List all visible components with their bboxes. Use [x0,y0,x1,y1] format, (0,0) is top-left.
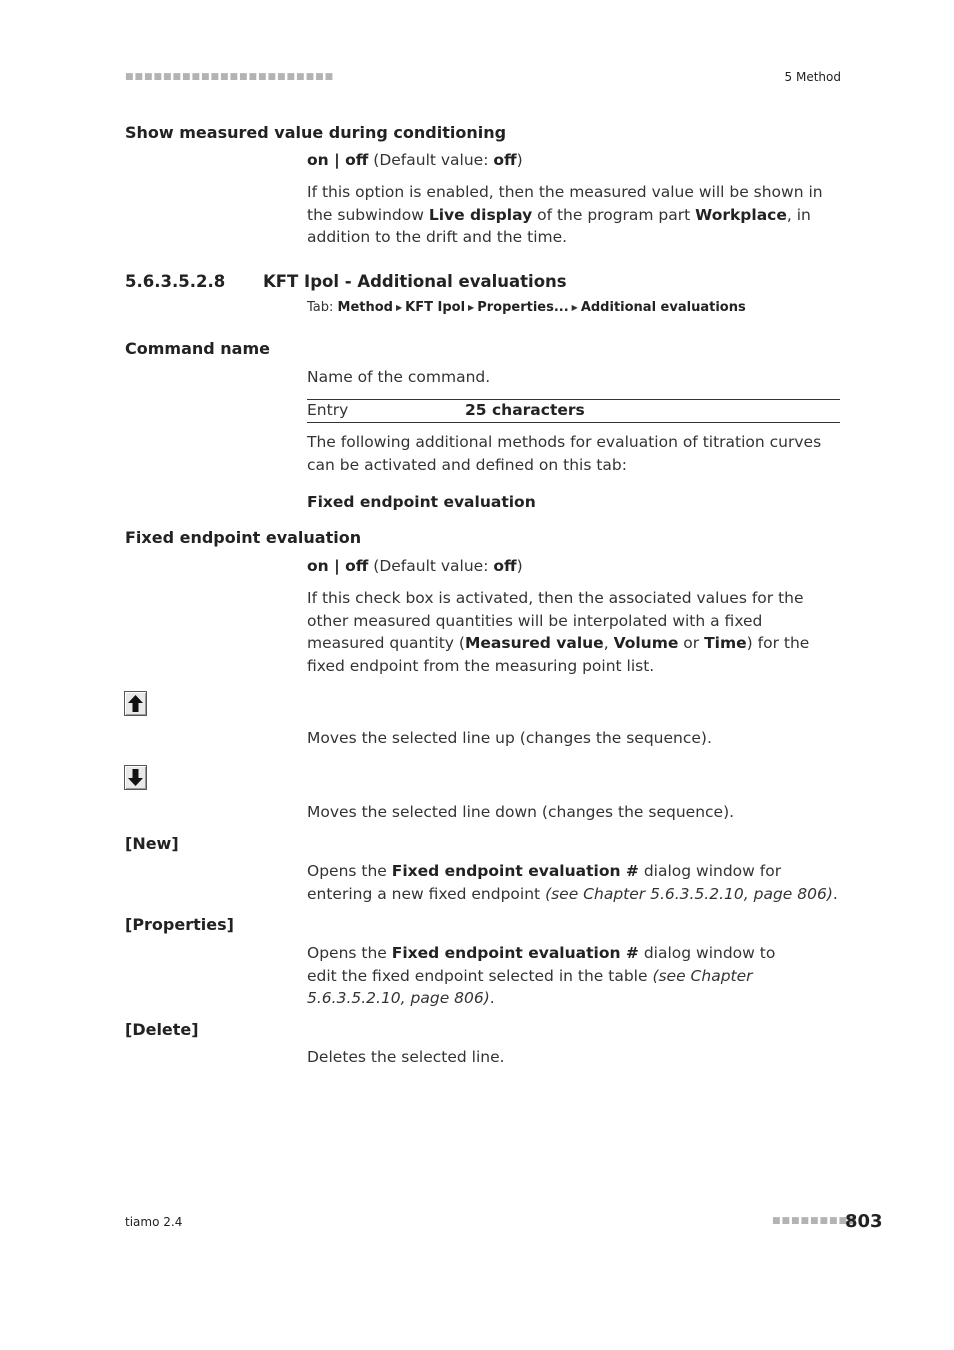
default-prefix: (Default value: [368,557,494,575]
desc-text: Opens the [307,862,392,880]
param-heading-delete: [Delete] [125,1020,199,1039]
tab-path-item: KFT Ipol [405,300,466,315]
param-desc-new [307,860,840,905]
move-up-desc: Moves the selected line up (changes the sequence). [307,729,712,747]
desc-text: ) for the fixed endpoint from the measuring point list. [307,634,810,675]
section-number: 5.6.3.5.2.8 [125,272,226,291]
tab-prefix: Tab: [307,300,338,315]
move-down-button[interactable] [124,765,147,790]
desc-text: , [603,634,614,652]
desc-bold-measured-value: Measured value [464,634,604,652]
move-up-button[interactable] [124,691,147,716]
desc-text: , in addition to the drift and the time. [307,205,811,246]
desc-text: . [489,989,495,1007]
param-desc-command-name: Name of the command. [307,368,491,386]
param-desc-show-measured [307,181,840,249]
footer-product-name: tiamo 2.4 [125,1215,183,1229]
arrow-down-icon [128,769,143,786]
onoff-values: on | off [307,151,369,169]
param-desc-properties [307,942,807,1010]
triangle-right-icon: ▶ [571,303,578,312]
desc-bold-live-display: Live display [428,205,533,224]
entry-value: 25 characters [465,401,585,419]
footer-decoration: ■■■■■■■■■ [772,1216,858,1226]
desc-text: dialog window to edit the fixed endpoint selected in the table [307,944,776,985]
desc-bold-time: Time [704,634,747,652]
desc-text: dialog window for entering a new fixed endpoint [307,862,782,903]
param-heading-new: [New] [125,834,179,853]
desc-text: If this option is enabled, then the measured value will be shown in the subwindow [307,183,823,224]
param-heading-show-measured: Show measured value during conditioning [125,123,507,142]
desc-text: Opens the [307,944,392,962]
tab-path-item: Method [337,300,393,315]
page-number: 803 [845,1211,883,1232]
entry-spec-table [307,399,840,423]
desc-bold-workplace: Workplace [695,205,787,224]
param-default-show-measured [307,149,840,172]
param-default-fixed-endpoint [307,555,840,578]
move-down-desc: Moves the selected line down (changes the sequence). [307,803,735,821]
desc-bold-volume: Volume [613,634,679,652]
param-heading-command-name: Command name [125,339,270,358]
onoff-values: on | off [307,557,369,575]
desc-text: or [678,634,705,652]
default-value: off [493,557,517,575]
followup-text: The following additional methods for evaluation of titration curves can be activated and defined on this tab: [307,433,822,474]
param-desc-fixed-endpoint [307,587,840,677]
triangle-right-icon: ▶ [396,303,403,312]
arrow-up-icon [128,695,143,712]
header-decoration: ■■■■■■■■■■■■■■■■■■■■■■ [125,72,335,82]
default-suffix: ) [516,557,523,575]
param-heading-properties: [Properties] [125,915,234,934]
desc-text: If this check box is activated, then the associated values for the other measured quantities will be interpolated with a fixed measured quantity ( [307,589,804,652]
section-title: KFT Ipol - Additional evaluations [263,272,567,291]
triangle-right-icon: ▶ [468,303,475,312]
param-desc-delete: Deletes the selected line. [307,1048,505,1066]
default-value: off [493,151,517,169]
tab-navigation-path [307,300,746,315]
chapter-reference-link[interactable]: (see Chapter 5.6.3.5.2.10, page 806) [545,884,833,903]
link-fixed-endpoint-evaluation[interactable]: Fixed endpoint evaluation [307,493,536,511]
default-prefix: (Default value: [368,151,494,169]
desc-text: . [832,884,838,903]
tab-path-item: Additional evaluations [580,300,746,315]
entry-label: Entry [307,401,349,419]
param-heading-fixed-endpoint: Fixed endpoint evaluation [125,528,362,547]
desc-bold-dialog-name: Fixed endpoint evaluation # [391,944,639,962]
desc-bold-dialog-name: Fixed endpoint evaluation # [391,862,639,880]
default-suffix: ) [516,151,523,169]
running-header-chapter: 5 Method [784,70,841,84]
desc-text: of the program part [532,205,696,224]
chapter-reference-link[interactable]: (see Chapter 5.6.3.5.2.10, page 806) [307,966,753,1007]
tab-path-item: Properties... [477,300,569,315]
